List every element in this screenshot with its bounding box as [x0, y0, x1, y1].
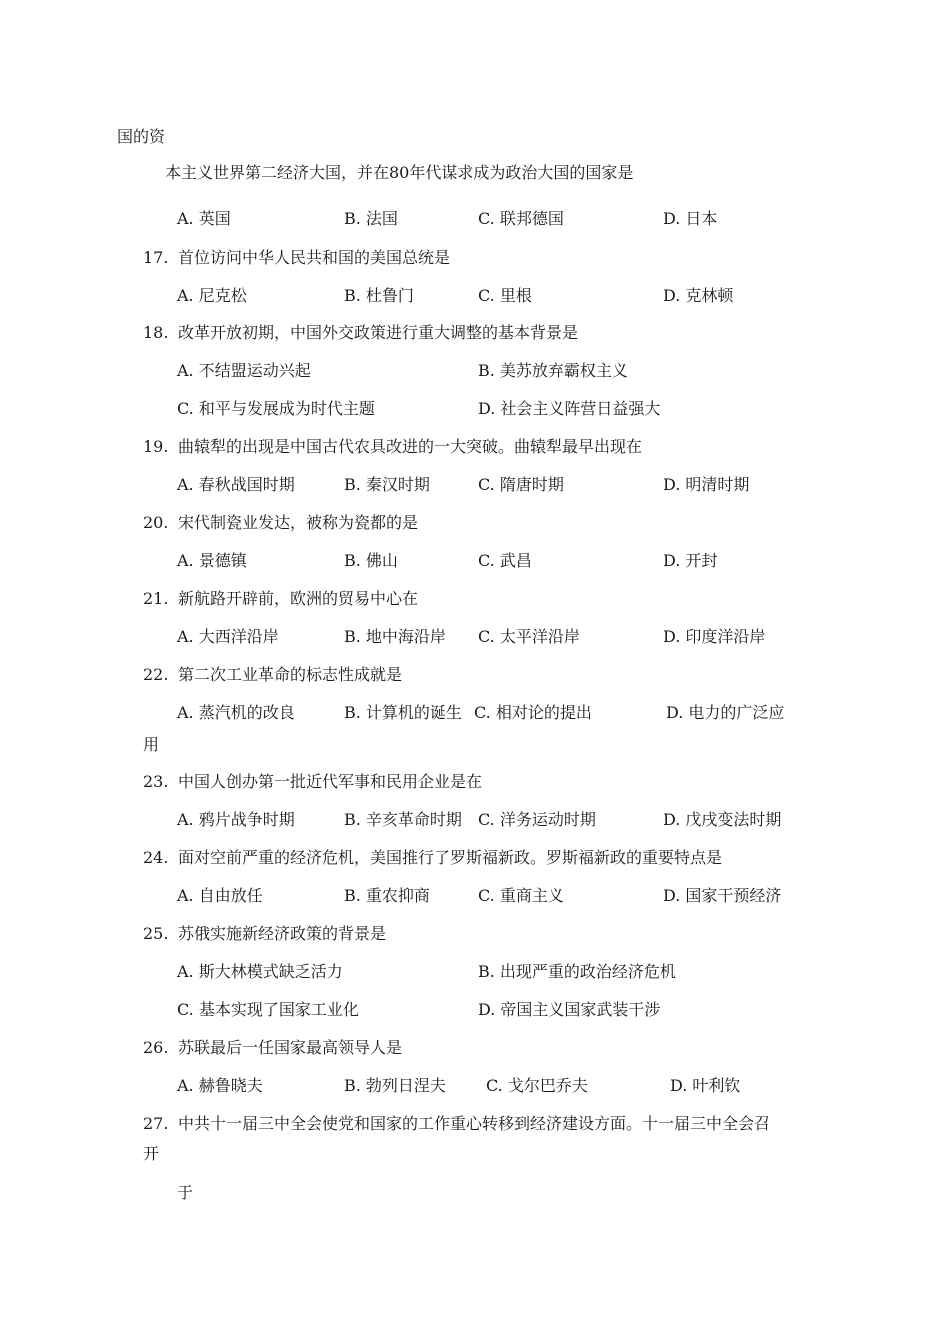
- q27-number: 27.: [143, 1114, 169, 1133]
- q20-option-c: C. 武昌: [478, 551, 532, 570]
- q26-option-d: D. 叶利钦: [670, 1076, 741, 1095]
- q19-stem: 曲辕犁的出现是中国古代农具改进的一大突破。曲辕犁最早出现在: [178, 437, 643, 456]
- q25-option-b: B. 出现严重的政治经济危机: [478, 962, 676, 981]
- q26-option-c: C. 戈尔巴乔夫: [486, 1076, 588, 1095]
- q18-option-d: D. 社会主义阵营日益强大: [478, 399, 661, 418]
- q24-option-b: B. 重农抑商: [344, 886, 430, 905]
- q24-option-a: A. 自由放任: [177, 886, 263, 905]
- text-line-wrap: 用: [143, 735, 160, 754]
- q17-option-c: C. 里根: [478, 286, 532, 305]
- text-line-wrap: 开: [143, 1144, 160, 1163]
- q21-option-d: D. 印度洋沿岸: [663, 627, 766, 646]
- q18-option-a: A. 不结盟运动兴起: [177, 361, 311, 380]
- q19-option-d: D. 明清时期: [663, 475, 750, 494]
- q24-number: 24.: [143, 848, 169, 867]
- q18-option-b: B. 美苏放弃霸权主义: [478, 361, 628, 380]
- q22-option-c: C. 相对论的提出: [474, 703, 592, 722]
- q26-option-b: B. 勃列日涅夫: [344, 1076, 446, 1095]
- q20-stem: 宋代制瓷业发达，被称为瓷都的是: [178, 513, 419, 532]
- q17-option-d: D. 克林顿: [663, 286, 734, 305]
- q25-option-a: A. 斯大林模式缺乏活力: [177, 962, 343, 981]
- q21-option-c: C. 太平洋沿岸: [478, 627, 580, 646]
- q17-option-b: B. 杜鲁门: [344, 286, 414, 305]
- q21-stem: 新航路开辟前，欧洲的贸易中心在: [178, 589, 419, 608]
- q17-option-a: A. 尼克松: [177, 286, 247, 305]
- q23-option-b: B. 辛亥革命时期: [344, 810, 462, 829]
- q23-number: 23.: [143, 772, 169, 791]
- q26-number: 26.: [143, 1038, 169, 1057]
- q22-option-a: A. 蒸汽机的改良: [177, 703, 295, 722]
- q22-number: 22.: [143, 665, 169, 684]
- q20-option-d: D. 开封: [663, 551, 718, 570]
- q23-stem: 中国人创办第一批近代军事和民用企业是在: [178, 772, 483, 791]
- q22-option-b: B. 计算机的诞生: [344, 703, 462, 722]
- q18-number: 18.: [143, 323, 169, 342]
- q19-option-a: A. 春秋战国时期: [177, 475, 295, 494]
- q21-option-a: A. 大西洋沿岸: [177, 627, 279, 646]
- q17-number: 17.: [143, 248, 169, 267]
- q23-option-d: D. 戊戌变法时期: [663, 810, 782, 829]
- q16-option-b: B. 法国: [344, 209, 398, 228]
- text-line: 国的资: [117, 127, 166, 146]
- q16-option-d: D. 日本: [663, 209, 718, 228]
- q25-option-c: C. 基本实现了国家工业化: [177, 1000, 359, 1019]
- q19-option-c: C. 隋唐时期: [478, 475, 564, 494]
- q26-stem: 苏联最后一任国家最高领导人是: [178, 1038, 403, 1057]
- q21-option-b: B. 地中海沿岸: [344, 627, 446, 646]
- q23-option-c: C. 洋务运动时期: [478, 810, 596, 829]
- q22-option-d: D. 电力的广泛应: [666, 703, 785, 722]
- q24-option-c: C. 重商主义: [478, 886, 564, 905]
- q22-stem: 第二次工业革命的标志性成就是: [178, 665, 403, 684]
- q23-option-a: A. 鸦片战争时期: [177, 810, 295, 829]
- text-line: 于: [177, 1183, 194, 1202]
- q17-stem: 首位访问中华人民共和国的美国总统是: [178, 248, 451, 267]
- q21-number: 21.: [143, 589, 169, 608]
- q27-stem: 中共十一届三中全会使党和国家的工作重心转移到经济建设方面。十一届三中全会召: [178, 1114, 771, 1133]
- q20-option-b: B. 佛山: [344, 551, 398, 570]
- q25-number: 25.: [143, 924, 169, 943]
- q25-option-d: D. 帝国主义国家武装干涉: [478, 1000, 661, 1019]
- q16-option-a: A. 英国: [177, 209, 231, 228]
- q18-stem: 改革开放初期，中国外交政策进行重大调整的基本背景是: [178, 323, 579, 342]
- q19-option-b: B. 秦汉时期: [344, 475, 430, 494]
- q24-stem: 面对空前严重的经济危机，美国推行了罗斯福新政。罗斯福新政的重要特点是: [178, 848, 723, 867]
- text-line: 本主义世界第二经济大国，并在80年代谋求成为政治大国的国家是: [165, 163, 634, 182]
- q24-option-d: D. 国家干预经济: [663, 886, 782, 905]
- q19-number: 19.: [143, 437, 169, 456]
- q18-option-c: C. 和平与发展成为时代主题: [177, 399, 375, 418]
- q20-number: 20.: [143, 513, 169, 532]
- q25-stem: 苏俄实施新经济政策的背景是: [178, 924, 387, 943]
- q20-option-a: A. 景德镇: [177, 551, 247, 570]
- q16-option-c: C. 联邦德国: [478, 209, 564, 228]
- q26-option-a: A. 赫鲁晓夫: [177, 1076, 263, 1095]
